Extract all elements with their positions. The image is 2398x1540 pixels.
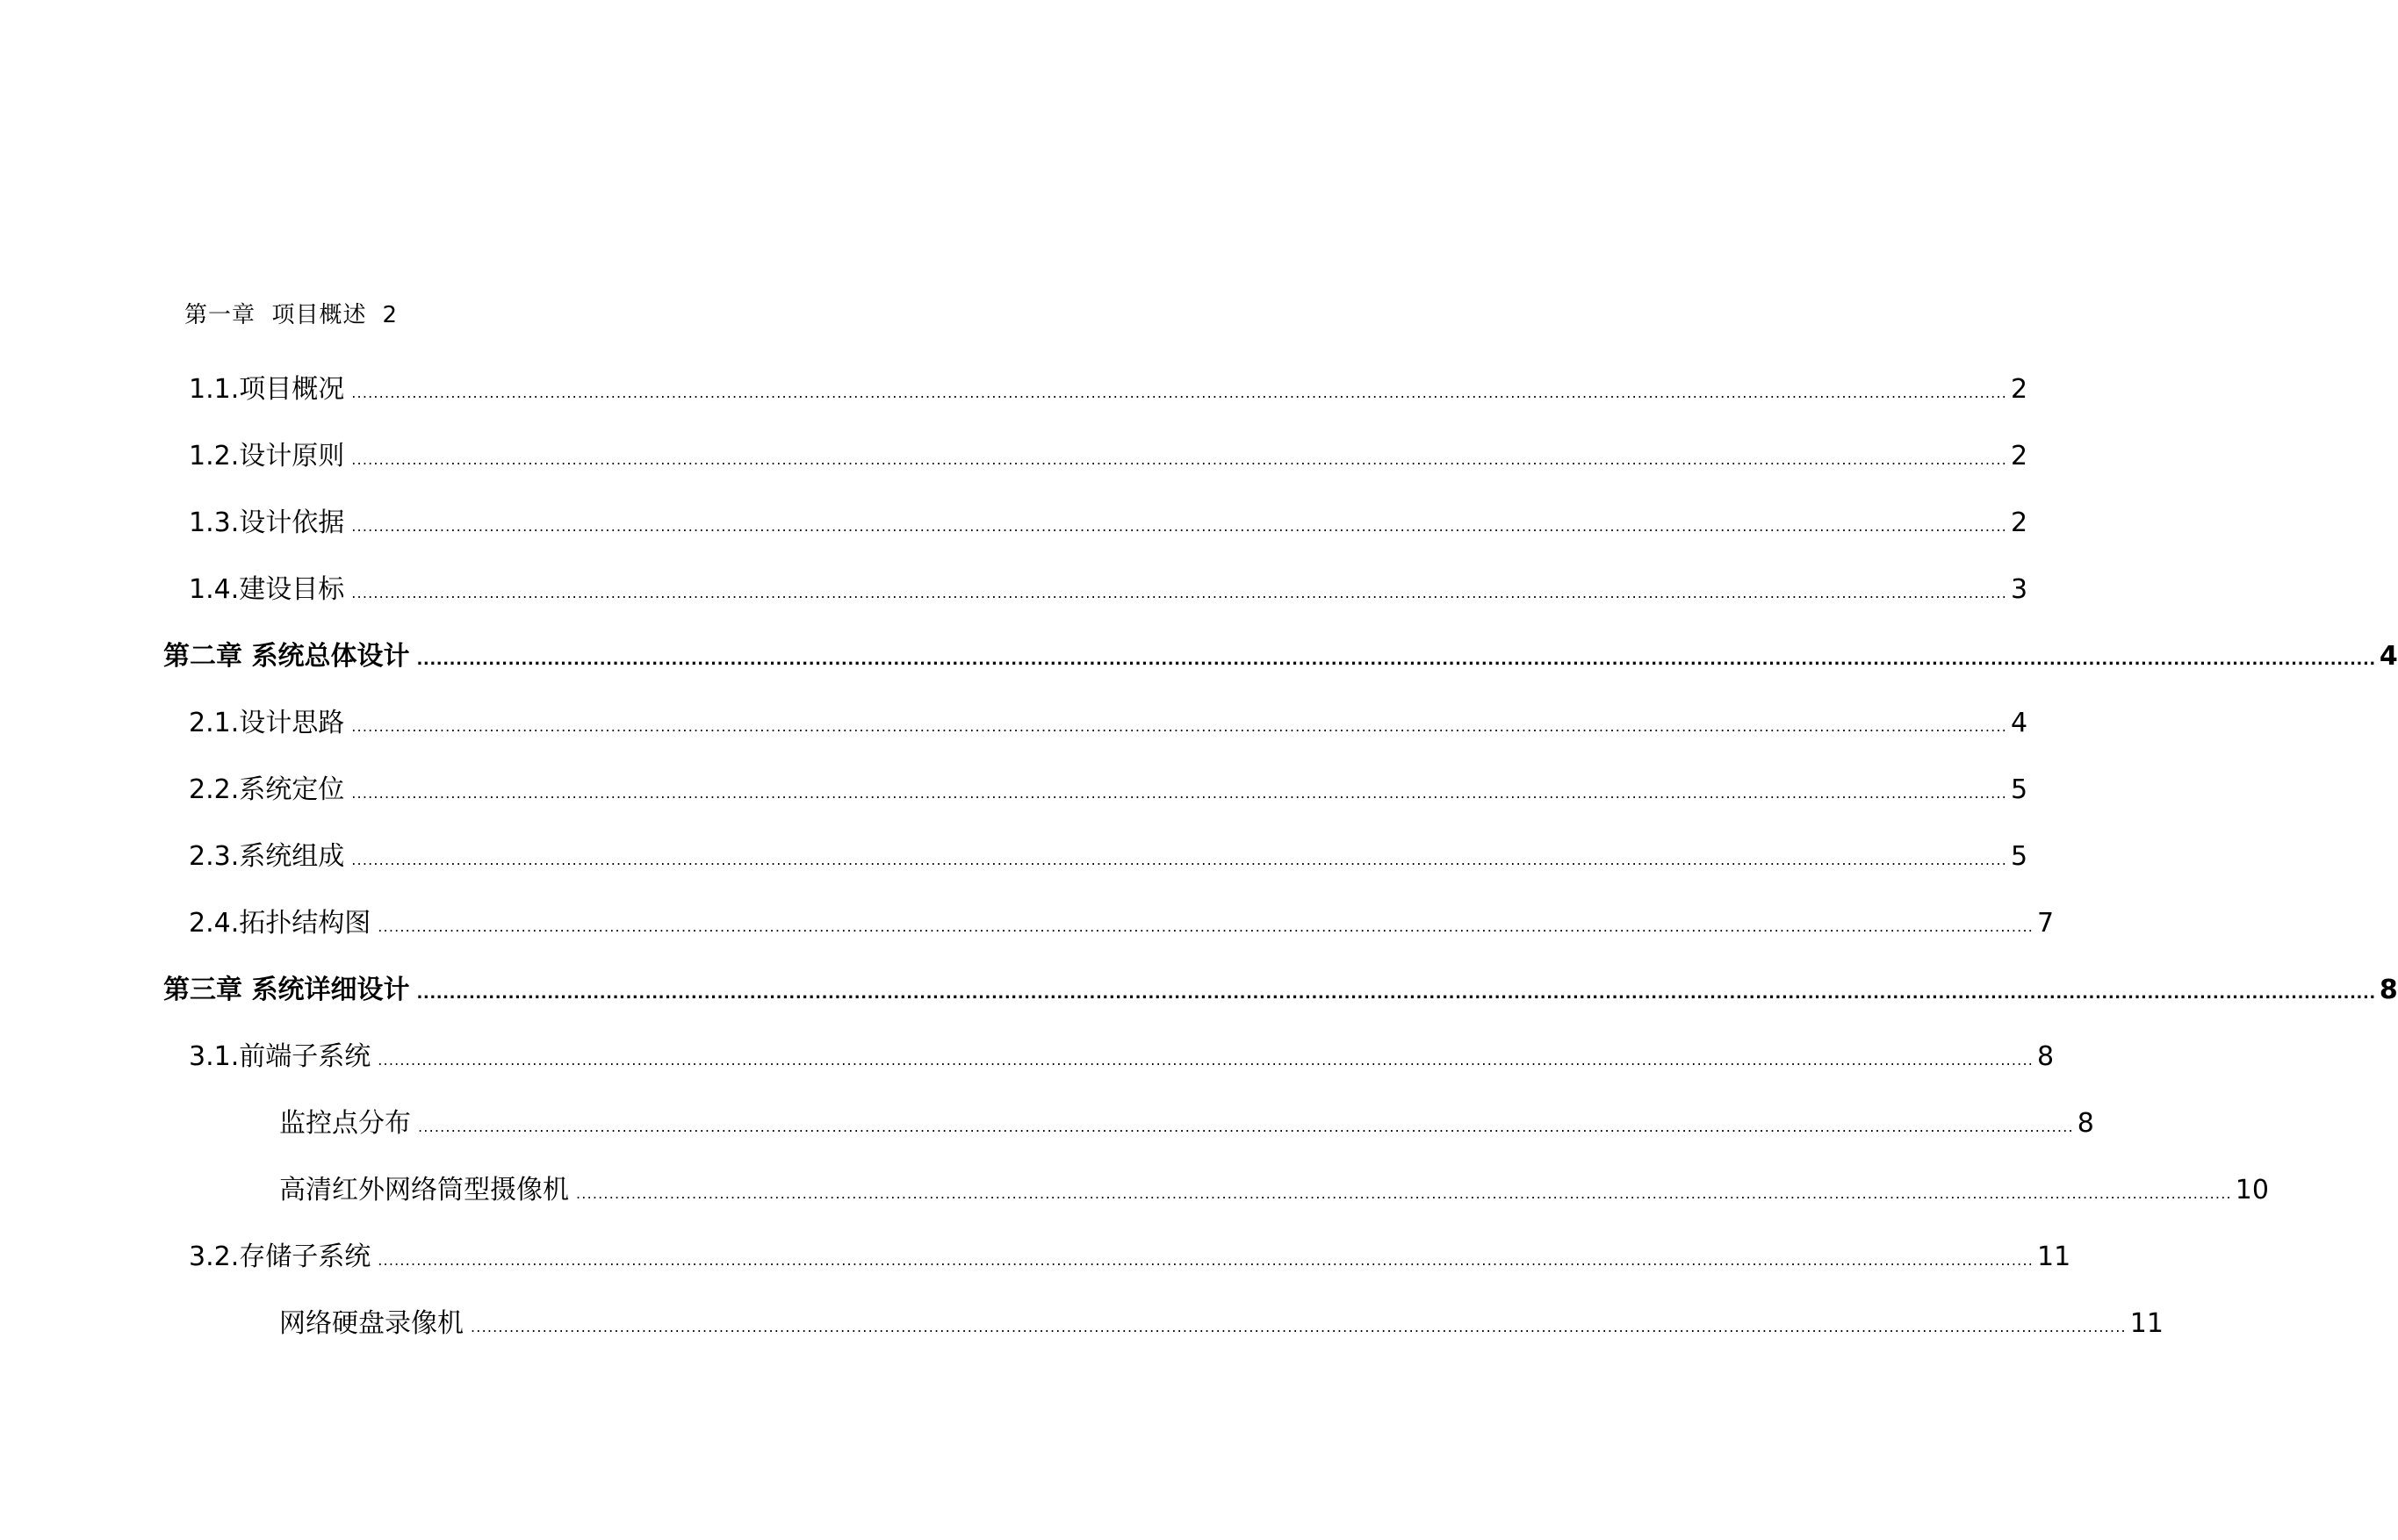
toc-entry-3-1-2 — [279, 1173, 2269, 1208]
toc-entry-page: 5 — [2011, 841, 2028, 872]
toc-entry-label: 2.2.系统定位 — [189, 774, 345, 805]
dot-leader: ............................................................................................................................................................................................................................................................................................................ — [378, 1252, 2034, 1269]
toc-entry-label: 2.4.拓扑结构图 — [189, 908, 371, 939]
dot-leader: ............................................................................................................................................................................................................................................................................................................ — [351, 785, 2008, 802]
toc-entry-label: 网络硬盘录像机 — [279, 1308, 464, 1339]
toc-entry-page: 2 — [2011, 374, 2028, 405]
dot-leader: ............................................................................................................................................................................................................................................................................................................ — [351, 852, 2008, 868]
toc-entry-page: 8 — [2077, 1108, 2094, 1139]
toc-entry-label: 2.1.设计思路 — [189, 708, 345, 738]
toc-entry-page: 2 — [2011, 441, 2028, 471]
dot-leader: ............................................................................................................................................................................................................................................................................................................ — [416, 984, 2376, 1003]
toc-entry-page: 2 — [382, 302, 399, 328]
toc-entry-3-1 — [189, 1040, 2055, 1075]
toc-entry-label: 1.1.项目概况 — [189, 374, 345, 405]
toc-entry-page: 8 — [2379, 975, 2398, 1005]
toc-entry-chapter-3 — [163, 973, 2398, 1008]
toc-entry-2-3 — [189, 839, 2028, 874]
toc-entry-chapter-1 — [184, 297, 398, 329]
toc-entry-1-1 — [189, 372, 2028, 407]
toc-entry-page: 4 — [2011, 708, 2028, 738]
toc-entry-label: 1.3.设计依据 — [189, 507, 345, 538]
toc-entry-1-3 — [189, 506, 2028, 541]
toc-entry-label: 高清红外网络筒型摄像机 — [279, 1175, 569, 1205]
toc-entry-page: 11 — [2037, 1241, 2071, 1272]
toc-entry-3-2 — [189, 1240, 2071, 1275]
dot-leader: ............................................................................................................................................................................................................................................................................................................ — [351, 718, 2008, 735]
toc-entry-1-2 — [189, 439, 2028, 474]
toc-entry-label: 2.3.系统组成 — [189, 841, 345, 872]
dot-leader: ............................................................................................................................................................................................................................................................................................................ — [351, 518, 2008, 535]
dot-leader: ............................................................................................................................................................................................................................................................................................................ — [416, 651, 2376, 669]
toc-entry-label: 1.2.设计原则 — [189, 441, 345, 471]
toc-entry-page: 2 — [2011, 507, 2028, 538]
dot-leader: ............................................................................................................................................................................................................................................................................................................ — [471, 1319, 2127, 1335]
toc-entry-chapter-2 — [163, 639, 2398, 674]
dot-leader: ............................................................................................................................................................................................................................................................................................................ — [378, 1052, 2034, 1069]
toc-entry-label: 第二章 系统总体设计 — [163, 641, 410, 672]
dot-leader: ............................................................................................................................................................................................................................................................................................................ — [576, 1185, 2232, 1202]
toc-entry-label: 监控点分布 — [279, 1108, 411, 1139]
toc-entry-page: 8 — [2037, 1041, 2055, 1072]
toc-entry-2-1 — [189, 706, 2028, 741]
toc-entry-page: 5 — [2011, 774, 2028, 805]
toc-entry-label: 第三章 系统详细设计 — [163, 975, 410, 1005]
dot-leader: ............................................................................................................................................................................................................................................................................................................ — [418, 1119, 2074, 1135]
toc-entry-page: 3 — [2011, 574, 2028, 605]
toc-entry-page: 7 — [2037, 908, 2055, 939]
toc-entry-label: 3.1.前端子系统 — [189, 1041, 371, 1072]
dot-leader: ............................................................................................................................................................................................................................................................................................................ — [351, 385, 2008, 401]
dot-leader: ............................................................................................................................................................................................................................................................................................................ — [378, 918, 2034, 935]
dot-leader: ............................................................................................................................................................................................................................................................................................................ — [351, 585, 2008, 601]
toc-entry-2-4 — [189, 906, 2055, 941]
toc-entry-label: 1.4.建设目标 — [189, 574, 345, 605]
toc-entry-3-2-1 — [279, 1306, 2164, 1342]
toc-entry-page: 10 — [2235, 1175, 2269, 1205]
dot-leader: ............................................................................................................................................................................................................................................................................................................ — [351, 451, 2008, 468]
toc-entry-2-2 — [189, 773, 2028, 808]
toc-entry-page: 11 — [2129, 1308, 2164, 1339]
toc-entry-1-4 — [189, 572, 2028, 608]
toc-entry-3-1-1 — [279, 1106, 2094, 1141]
toc-entry-page: 4 — [2379, 641, 2398, 672]
toc-entry-label: 3.2.存储子系统 — [189, 1241, 371, 1272]
toc-entry-label: 第一章 项目概述 — [184, 302, 367, 328]
